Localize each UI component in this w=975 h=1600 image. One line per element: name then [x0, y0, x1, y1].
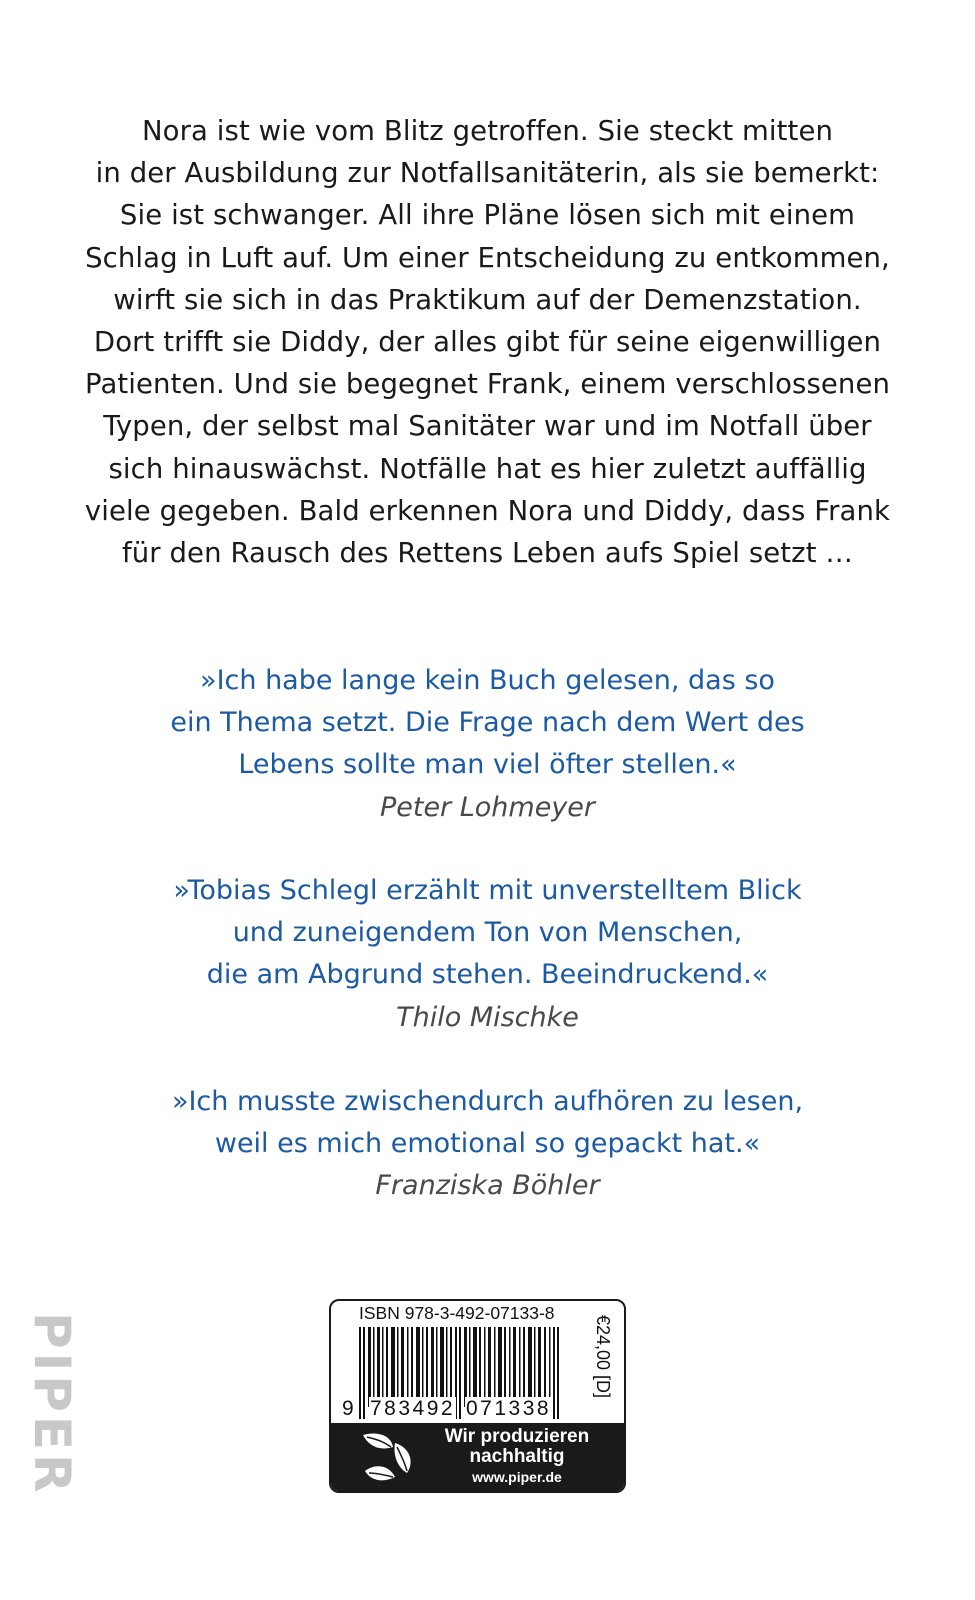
ean-first-digit: 9: [342, 1397, 354, 1420]
review-quote-3: [80, 1081, 895, 1208]
isbn-text: ISBN 978-3-492-07133-8: [359, 1303, 555, 1323]
blurb-line: in der Ausbildung zur Notfallsanitäterin, als sie bemerkt:: [95, 157, 880, 190]
blurb-line: viele gegeben. Bald erkennen Nora und Diddy, dass Frank: [84, 494, 891, 527]
quote-author: Peter Lohmeyer: [379, 791, 596, 823]
eco-url: www.piper.de: [472, 1469, 562, 1485]
blurb-line: Typen, der selbst mal Sanitäter war und im Notfall über: [103, 410, 872, 443]
quote-line: »Tobias Schlegl erzählt mit unverstelltem Blick: [173, 875, 802, 906]
leaf-icon: [357, 1429, 423, 1485]
blurb-line: Schlag in Luft auf. Um einer Entscheidung zu entkommen,: [85, 241, 890, 274]
quote-line: »Ich musste zwischendurch aufhören zu lesen,: [171, 1086, 804, 1117]
blurb-line: Dort trifft sie Diddy, der alles gibt für seine eigenwilligen: [93, 326, 882, 359]
quote-author: Franziska Böhler: [375, 1170, 600, 1202]
blurb-line: Sie ist schwanger. All ihre Pläne lösen sich mit einem: [119, 199, 856, 232]
quote-line: und zuneigendem Ton von Menschen,: [232, 917, 743, 949]
quote-line: »Ich habe lange kein Buch gelesen, das so: [200, 665, 775, 696]
blurb-line: wirft sie sich in das Praktikum auf der Demenzstation.: [113, 283, 862, 316]
eco-line-2: nachhaltig: [469, 1446, 565, 1467]
ean-left-digits: 783492: [370, 1397, 456, 1420]
quote-line: Lebens sollte man viel öfter stellen.«: [238, 749, 737, 781]
review-quote-1: [80, 660, 895, 829]
eco-band: [331, 1423, 624, 1491]
publisher-logo: PIPER: [23, 1312, 81, 1497]
blurb-line: Nora ist wie vom Blitz getroffen. Sie steckt mitten: [142, 115, 833, 147]
ean-right-digits: 071338: [466, 1397, 552, 1420]
eco-text: [427, 1427, 607, 1487]
blurb-line: für den Rausch des Rettens Leben aufs Spiel setzt …: [121, 537, 854, 570]
quote-line: weil es mich emotional so gepackt hat.«: [214, 1128, 761, 1160]
ean-digits: [331, 1397, 591, 1421]
quote-line: ein Thema setzt. Die Frage nach dem Wert des: [170, 707, 805, 739]
blurb-line: sich hinauswächst. Notfälle hat es hier zuletzt auffällig: [108, 452, 867, 485]
quote-author: Thilo Mischke: [396, 1001, 579, 1033]
blurb-line: Patienten. Und sie begegnet Frank, einem verschlossenen: [85, 368, 890, 401]
quote-line: die am Abgrund stehen. Beeindruckend.«: [206, 959, 769, 991]
barcode-box: [329, 1299, 626, 1493]
price-label: €24,00 [D]: [593, 1315, 613, 1399]
blurb-paragraph: [80, 110, 895, 574]
review-quote-2: [80, 870, 895, 1039]
eco-line-1: Wir produzieren: [444, 1426, 590, 1447]
